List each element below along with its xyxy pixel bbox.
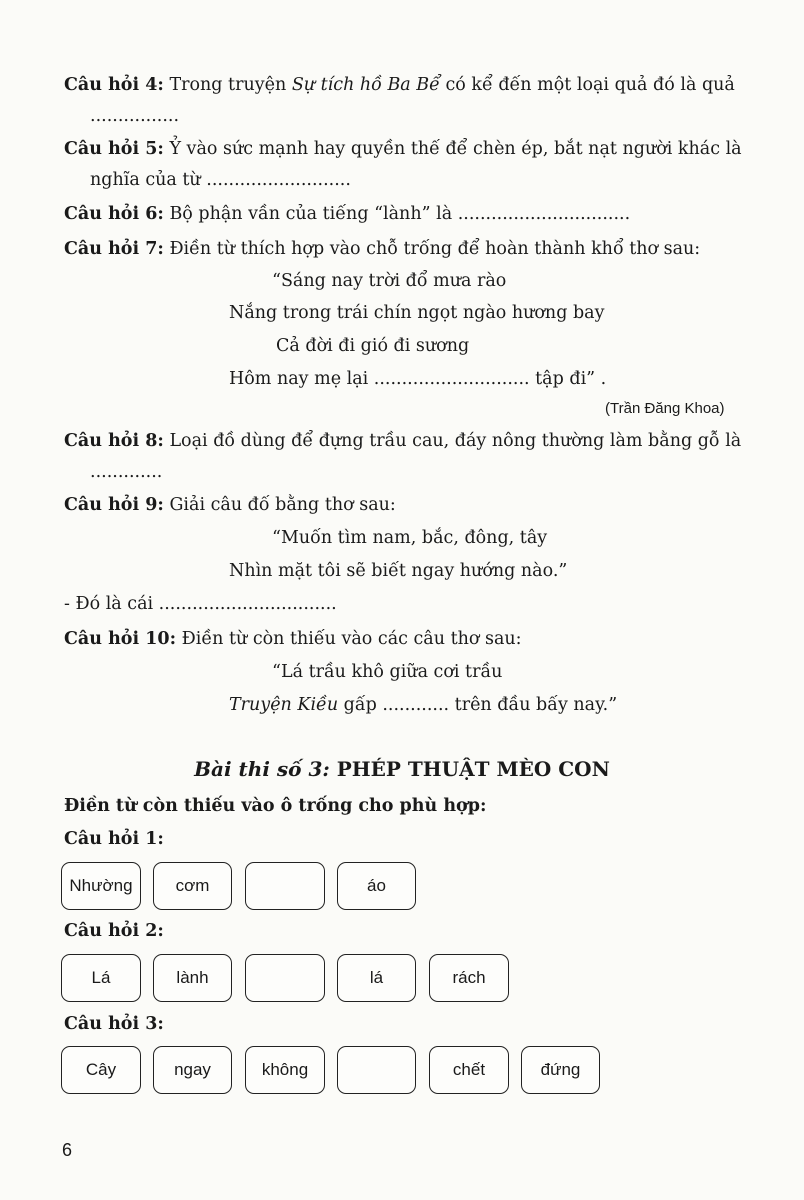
question-label: Câu hỏi 4: [64,75,164,95]
word-box: lành [153,954,232,1002]
question-text: Bộ phận vần của tiếng “lành” là ............................... [169,204,631,224]
story-title: Sự tích hồ Ba Bể [291,75,440,95]
word-box: ngay [153,1046,232,1094]
question-text: Trong truyện [169,75,287,95]
question-8 [64,426,784,457]
poem-author: (Trần Đăng Khoa) [605,400,725,417]
section-name: PHÉP THUẬT MÈO CON [336,757,610,781]
puzzle-1-label: Câu hỏi 1: [64,829,164,849]
question-4 [64,70,784,101]
puzzle-3-label: Câu hỏi 3: [64,1014,164,1034]
poem-line: Nắng trong trái chín ngọt ngào hương bay [229,303,605,323]
empty-answer-box[interactable] [337,1046,416,1094]
section-title [0,757,804,781]
question-10 [64,624,784,655]
question-label: Câu hỏi 10: [64,629,177,649]
word-box: đứng [521,1046,600,1094]
question-5 [64,134,784,165]
word-box: rách [429,954,509,1002]
question-label: Câu hỏi 8: [64,431,164,451]
poem-line: Cả đời đi gió đi sương [276,336,470,356]
poem-line: “Muốn tìm nam, bắc, đông, tây [272,528,548,548]
word-box: không [245,1046,325,1094]
word-box: lá [337,954,416,1002]
poem-line: “Sáng nay trời đổ mưa rào [272,271,507,291]
section-number: Bài thi số 3: [194,757,330,781]
word-box: cơm [153,862,232,910]
poem-text: gấp ............ trên đầu bấy nay.” [343,695,618,715]
poem-line: Nhìn mặt tôi sẽ biết ngay hướng nào.” [229,561,568,581]
poem-line: “Lá trầu khô giữa cơi trầu [272,662,503,682]
empty-answer-box[interactable] [245,862,325,910]
question-7 [64,234,784,265]
page-number: 6 [62,1140,73,1160]
question-label: Câu hỏi 6: [64,204,164,224]
word-box: chết [429,1046,509,1094]
answer-blank: ............. [90,462,163,482]
poem-title: Truyện Kiều [229,695,339,715]
answer-blank: ................ [90,106,180,126]
question-label: Câu hỏi 5: [64,139,164,159]
word-box: Nhường [61,862,141,910]
puzzle-2-label: Câu hỏi 2: [64,921,164,941]
question-text: Loại đồ dùng để đựng trầu cau, đáy nông thường làm bằng gỗ là [169,431,742,451]
question-6 [64,199,784,230]
question-text: có kể đến một loại quả đó là quả [445,75,735,95]
question-text: Ỷ vào sức mạnh hay quyền thế để chèn ép, bắt nạt người khác là [169,139,742,159]
question-text: Điền từ thích hợp vào chỗ trống để hoàn thành khổ thơ sau: [169,239,701,259]
word-box: áo [337,862,416,910]
question-text: Giải câu đố bằng thơ sau: [169,495,396,515]
question-label: Câu hỏi 7: [64,239,164,259]
poem-line [229,690,617,721]
question-text: Điền từ còn thiếu vào các câu thơ sau: [181,629,522,649]
section-instruction: Điền từ còn thiếu vào ô trống cho phù hợp: [64,796,487,816]
word-box: Cây [61,1046,141,1094]
question-5-cont: nghĩa của từ .......................... [90,170,351,190]
question-9 [64,490,784,521]
poem-line: Hôm nay mẹ lại ............................ tập đi” . [229,369,607,389]
empty-answer-box[interactable] [245,954,325,1002]
question-label: Câu hỏi 9: [64,495,164,515]
riddle-answer: - Đó là cái ................................ [64,594,337,614]
word-box: Lá [61,954,141,1002]
